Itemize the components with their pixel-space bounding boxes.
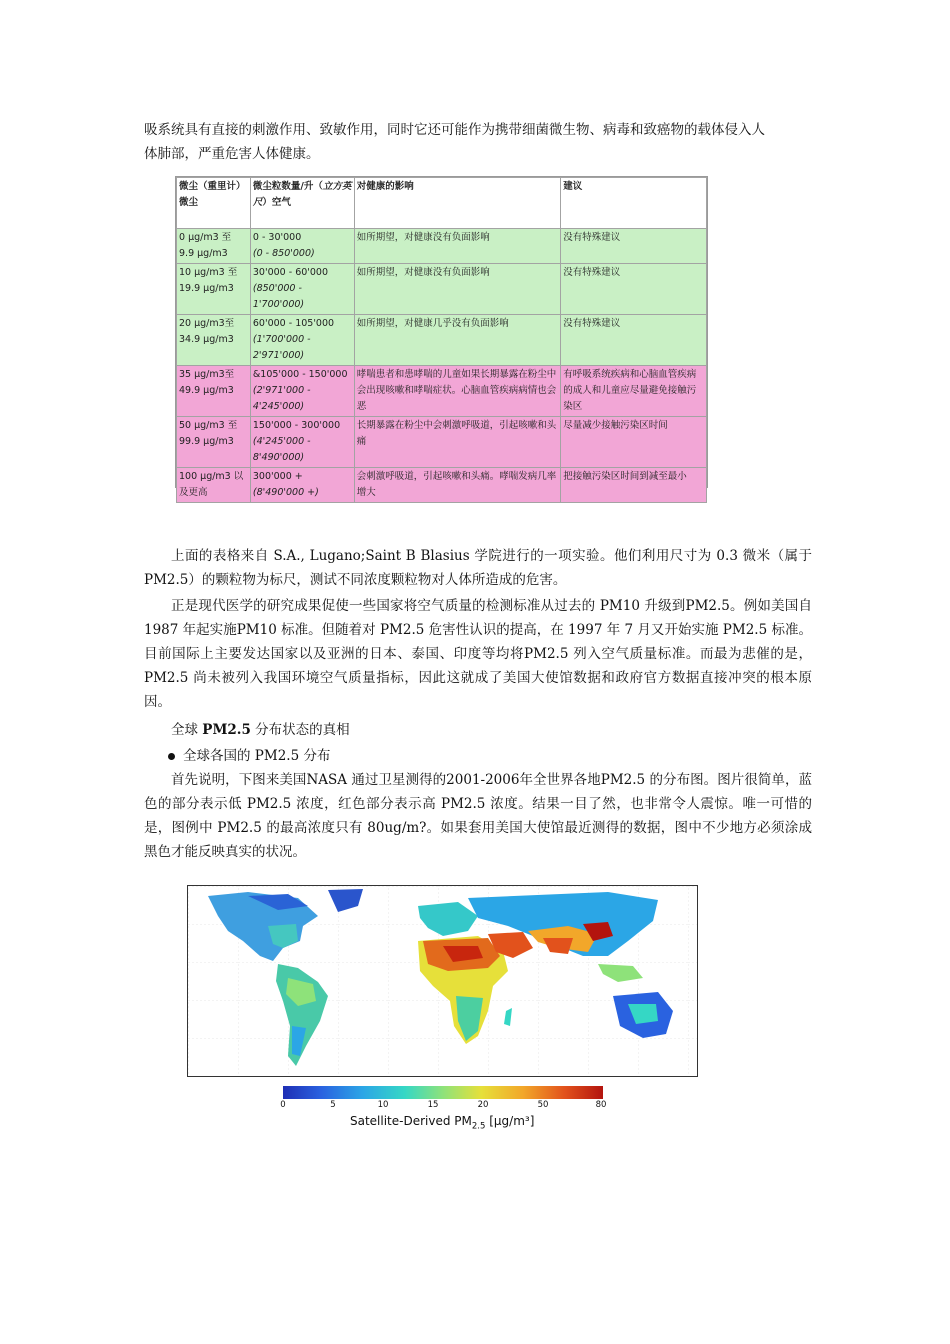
paragraph-nasa-map: 首先说明，下图来美国NASA 通过卫星测得的2001-2006年全世界各地PM2.5 的分布图。图片很简单，蓝色的部分表示低 PM2.5 浓度，红色部分表示高 PM2.5 浓度。结果一目了然，也非常令人震惊。唯一可惜的是，图例中 PM2.5 的最高浓度只有 80ug/m?。如果套用美国大使馆最近测得的数据，图中不少地方必须涂成黑色才能反映真实的状况。	[144, 772, 812, 860]
header-count: 微尘粒数量/升（立方英尺）空气	[250, 178, 354, 229]
tick-label: 50	[537, 1100, 549, 1110]
cell-range: 35 μg/m3至 49.9 μg/m3	[177, 366, 251, 417]
header-mass: 微尘（重里计）微尘	[177, 178, 251, 229]
intro-paragraph	[144, 118, 812, 166]
cell-count: 0 - 30'000 (0 - 850'000)	[250, 229, 354, 264]
table-row	[177, 229, 707, 264]
cell-count: 150'000 - 300'000 (4'245'000 - 8'490'000)	[250, 417, 354, 468]
cell-effect: 如所期望，对健康没有负面影响	[354, 229, 561, 264]
cell-effect: 如所期望，对健康没有负面影响	[354, 264, 561, 315]
tick-label: 20	[477, 1100, 489, 1110]
table-row	[177, 315, 707, 366]
tick-label: 5	[330, 1100, 336, 1110]
bullet-icon	[168, 753, 175, 760]
cell-count: 300'000 + (8'490'000 +)	[250, 468, 354, 503]
cell-advice: 有呼吸系统疾病和心脑血管疾病的成人和儿童应尽量避免接触污染区	[561, 366, 707, 417]
header-effect: 对健康的影响	[354, 178, 561, 229]
table-row	[177, 366, 707, 417]
world-map-graphic	[188, 886, 697, 1076]
tick-label: 80	[595, 1100, 607, 1110]
cell-advice: 没有特殊建议	[561, 229, 707, 264]
tick-label: 10	[377, 1100, 389, 1110]
cell-effect: 会刺激呼吸道，引起咳嗽和头痛。哮喘发病几率增大	[354, 468, 561, 503]
cell-advice: 没有特殊建议	[561, 315, 707, 366]
section-heading: 全球 PM2.5 分布状态的真相	[171, 722, 350, 738]
cell-count: 60'000 - 105'000 (1'700'000 - 2'971'000)	[250, 315, 354, 366]
intro-line-2: 体肺部，严重危害人体健康。	[144, 146, 320, 162]
cell-advice: 把接触污染区时间到减至最小	[561, 468, 707, 503]
legend-title: Satellite-Derived $PM_{2.5}$ [μg/m³]	[350, 1114, 535, 1132]
paragraph-table-source: 上面的表格来自 S.A., Lugano;Saint B Blasius 学院进行的一项实验。他们利用尺寸为 0.3 微米（属于PM2.5）的颗粒物为标尺，测试不同浓度颗粒物对人体所造成的危害。	[144, 548, 812, 588]
tick-label: 15	[427, 1100, 439, 1110]
header-advice: 建议	[561, 178, 707, 229]
table-header-row	[177, 178, 707, 229]
legend-ticks	[268, 1098, 618, 1112]
table-row	[177, 468, 707, 503]
table-row	[177, 264, 707, 315]
cell-advice: 尽量减少接触污染区时间	[561, 417, 707, 468]
intro-line-1: 吸系统具有直接的刺激作用、致敏作用，同时它还可能作为携带细菌微生物、病毒和致癌物的载体侵入人	[144, 122, 765, 138]
pm-health-table	[175, 176, 708, 498]
bullet-text: 全球各国的 PM2.5 分布	[183, 748, 331, 764]
cell-effect: 哮喘患者和患哮喘的儿童如果长期暴露在粉尘中会出现咳嗽和哮喘症状。心脑血管疾病病情也会恶	[354, 366, 561, 417]
cell-count: 30'000 - 60'000 (850'000 - 1'700'000)	[250, 264, 354, 315]
cell-effect: 长期暴露在粉尘中会刺激呼吸道，引起咳嗽和头痛	[354, 417, 561, 468]
cell-range: 100 μg/m3 以及更高	[177, 468, 251, 503]
cell-advice: 没有特殊建议	[561, 264, 707, 315]
pm25-world-map	[187, 885, 698, 1077]
cell-range: 0 μg/m3 至 9.9 μg/m3	[177, 229, 251, 264]
cell-effect: 如所期望，对健康几乎没有负面影响	[354, 315, 561, 366]
tick-label: 0	[280, 1100, 286, 1110]
cell-range: 50 μg/m3 至 99.9 μg/m3	[177, 417, 251, 468]
table-row	[177, 417, 707, 468]
paragraph-pm-standards: 正是现代医学的研究成果促使一些国家将空气质量的检测标准从过去的 PM10 升级到PM2.5。例如美国自 1987 年起实施PM10 标准。但随着对 PM2.5 危害性认识的提高，在 1997 年 7 月又开始实施 PM2.5 标准。目前国际上主要发达国家以及亚洲的日本、泰国、印度等均将PM2.5 列入空气质量标准。而最为悲催的是，PM2.5 尚未被列入我国环境空气质量指标，因此这就成了美国大使馆数据和政府官方数据直接冲突的根本原因。	[144, 598, 812, 710]
bullet-item	[168, 744, 330, 768]
cell-count: &105'000 - 150'000 (2'971'000 - 4'245'000)	[250, 366, 354, 417]
cell-range: 20 μg/m3至 34.9 μg/m3	[177, 315, 251, 366]
cell-range: 10 μg/m3 至 19.9 μg/m3	[177, 264, 251, 315]
